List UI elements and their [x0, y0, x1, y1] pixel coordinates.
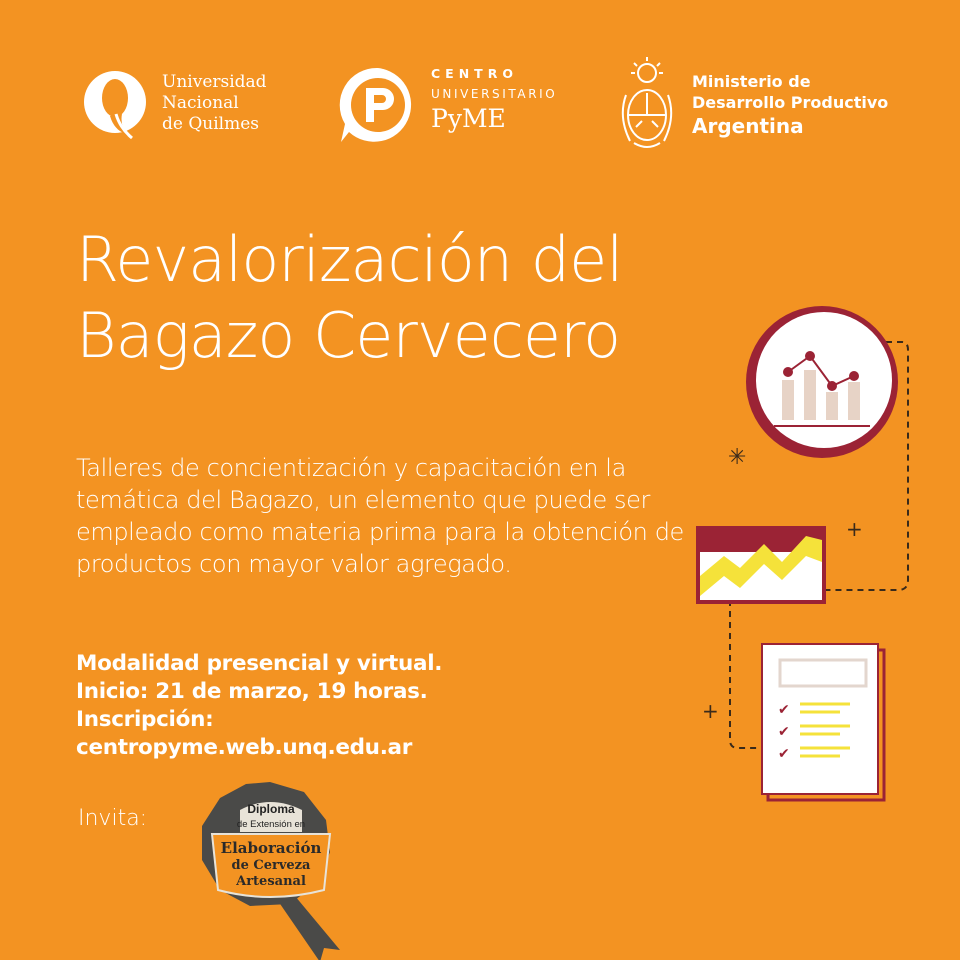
page-title	[76, 222, 736, 374]
description: Talleres de concientización y capacitación en la temática del Bagazo, un elemento que puede ser empleado como materia prima para la obtención de productos con mayor valor agregado.	[76, 454, 684, 578]
ministerio-logo	[612, 55, 912, 155]
pyme-p-icon	[335, 62, 421, 148]
badge-line1: Diploma	[247, 802, 295, 816]
unq-line1: Universidad	[162, 72, 267, 92]
title-line1: Revalorización del	[76, 223, 623, 296]
growth-chart-icon	[698, 528, 824, 602]
event-info	[76, 650, 596, 762]
ministerio-line2: Desarrollo Productivo	[692, 93, 889, 112]
svg-text:✔: ✔	[778, 702, 790, 718]
ministerio-line3: Argentina	[692, 114, 804, 138]
sparkle-icon: +	[702, 699, 719, 723]
title-line2: Bagazo Cervecero	[76, 299, 621, 372]
badge-line4: de Cerveza	[231, 858, 311, 873]
badge-line2: de Extensión en	[236, 819, 306, 830]
diploma-badge	[190, 780, 350, 960]
svg-text:✔: ✔	[778, 746, 790, 762]
checklist-icon	[762, 644, 884, 800]
centro-pyme-logo	[335, 60, 595, 150]
inicio-text: Inicio: 21 de marzo, 19 horas.	[76, 679, 428, 704]
badge-line3: Elaboración	[220, 839, 322, 857]
svg-text:✔: ✔	[778, 724, 790, 740]
pyme-line1: CENTRO	[431, 66, 518, 81]
ministerio-line1: Ministerio de	[692, 72, 811, 91]
pyme-line2: UNIVERSITARIO	[431, 87, 558, 101]
modalidad-text: Modalidad presencial y virtual.	[76, 651, 443, 676]
bar-chart-circle-icon	[746, 306, 898, 458]
invita-label: Invita:	[78, 806, 148, 831]
unq-line2: Nacional	[162, 93, 239, 113]
sparkle-icon: +	[846, 517, 863, 541]
inscripcion-label: Inscripción:	[76, 707, 214, 732]
data-illustration	[690, 300, 960, 820]
inscripcion-link[interactable]: centropyme.web.unq.edu.ar	[76, 735, 413, 760]
unq-logo	[80, 68, 290, 148]
unq-emblem-icon	[80, 68, 154, 144]
pyme-line3: PyME	[431, 104, 506, 133]
asterisk-icon: ✳	[728, 445, 747, 470]
unq-line3: de Quilmes	[162, 114, 260, 134]
argentina-coat-of-arms-icon	[612, 55, 682, 155]
badge-line5: Artesanal	[236, 874, 306, 889]
